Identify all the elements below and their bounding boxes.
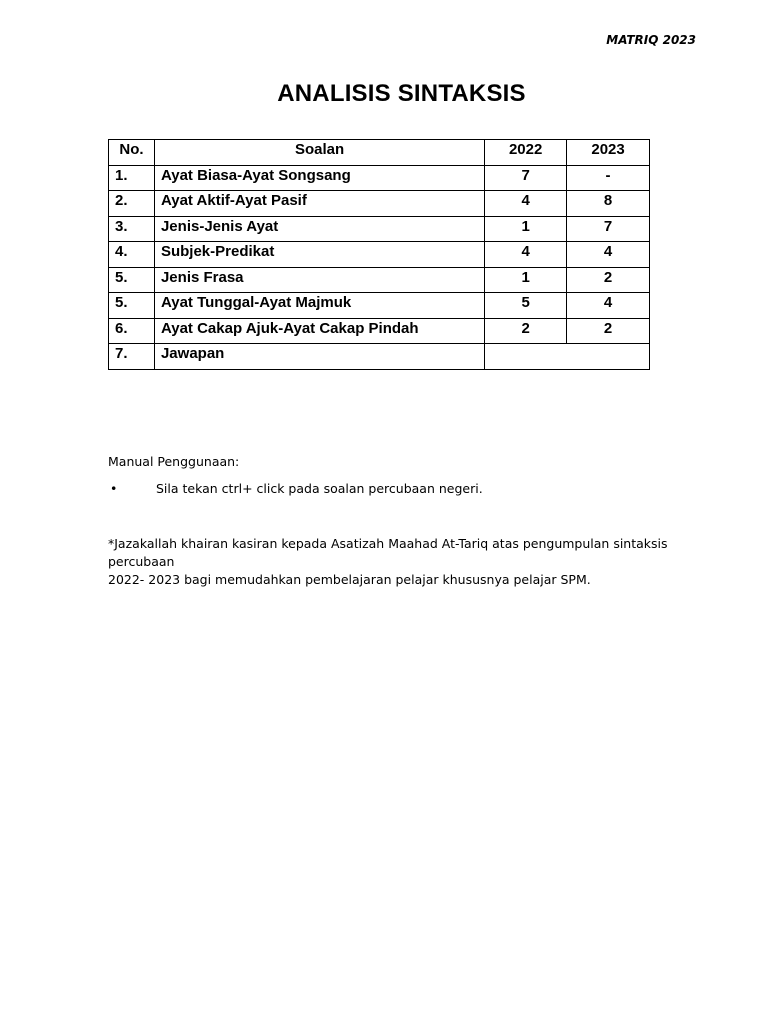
question-link[interactable]: Jenis-Jenis Ayat xyxy=(154,216,484,242)
table-row xyxy=(109,293,650,319)
row-number: 4. xyxy=(109,242,155,268)
count-2022: 1 xyxy=(485,216,567,242)
row-number: 1. xyxy=(109,165,155,191)
table-row xyxy=(109,267,650,293)
count-2022: 4 xyxy=(485,191,567,217)
answer-link[interactable]: Jawapan xyxy=(154,344,484,370)
table-header-row xyxy=(109,140,650,166)
count-2023: 7 xyxy=(567,216,650,242)
manual-instruction: Sila tekan ctrl+ click pada soalan percubaan negeri. xyxy=(156,481,483,496)
row-number: 3. xyxy=(109,216,155,242)
document-title: ANALISIS SINTAKSIS xyxy=(277,80,526,107)
table-row xyxy=(109,216,650,242)
column-header-soalan: Soalan xyxy=(154,140,484,166)
manual-title: Manual Penggunaan: xyxy=(108,454,240,469)
row-number: 7. xyxy=(109,344,155,370)
row-number: 5. xyxy=(109,267,155,293)
row-number: 6. xyxy=(109,318,155,344)
count-2022: 4 xyxy=(485,242,567,268)
count-2022: 2 xyxy=(485,318,567,344)
question-link[interactable]: Ayat Biasa-Ayat Songsang xyxy=(154,165,484,191)
manual-list-item xyxy=(108,481,483,496)
count-2022: 7 xyxy=(485,165,567,191)
row-number: 5. xyxy=(109,293,155,319)
acknowledgement-note xyxy=(108,535,708,589)
analysis-table xyxy=(108,139,650,370)
count-2022: 1 xyxy=(485,267,567,293)
count-2022: 5 xyxy=(485,293,567,319)
header-tag: MATRIQ 2023 xyxy=(606,33,696,47)
table-row xyxy=(109,344,650,370)
question-link[interactable]: Jenis Frasa xyxy=(154,267,484,293)
column-header-2023: 2023 xyxy=(567,140,650,166)
empty-count-cell xyxy=(485,344,650,370)
table-row xyxy=(109,165,650,191)
column-header-2022: 2022 xyxy=(485,140,567,166)
table-row xyxy=(109,191,650,217)
question-link[interactable]: Ayat Cakap Ajuk-Ayat Cakap Pindah xyxy=(154,318,484,344)
note-line-2: 2022- 2023 bagi memudahkan pembelajaran pelajar khususnya pelajar SPM. xyxy=(108,572,591,587)
bullet-icon: • xyxy=(110,481,118,496)
count-2023: 4 xyxy=(567,242,650,268)
column-header-no: No. xyxy=(109,140,155,166)
row-number: 2. xyxy=(109,191,155,217)
table-row xyxy=(109,242,650,268)
count-2023: 2 xyxy=(567,267,650,293)
count-2023: 8 xyxy=(567,191,650,217)
question-link[interactable]: Ayat Aktif-Ayat Pasif xyxy=(154,191,484,217)
count-2023: 4 xyxy=(567,293,650,319)
count-2023: - xyxy=(567,165,650,191)
question-link[interactable]: Subjek-Predikat xyxy=(154,242,484,268)
count-2023: 2 xyxy=(567,318,650,344)
question-link[interactable]: Ayat Tunggal-Ayat Majmuk xyxy=(154,293,484,319)
table-row xyxy=(109,318,650,344)
note-line-1: *Jazakallah khairan kasiran kepada Asatizah Maahad At-Tariq atas pengumpulan sintaksis percubaan xyxy=(108,536,668,569)
